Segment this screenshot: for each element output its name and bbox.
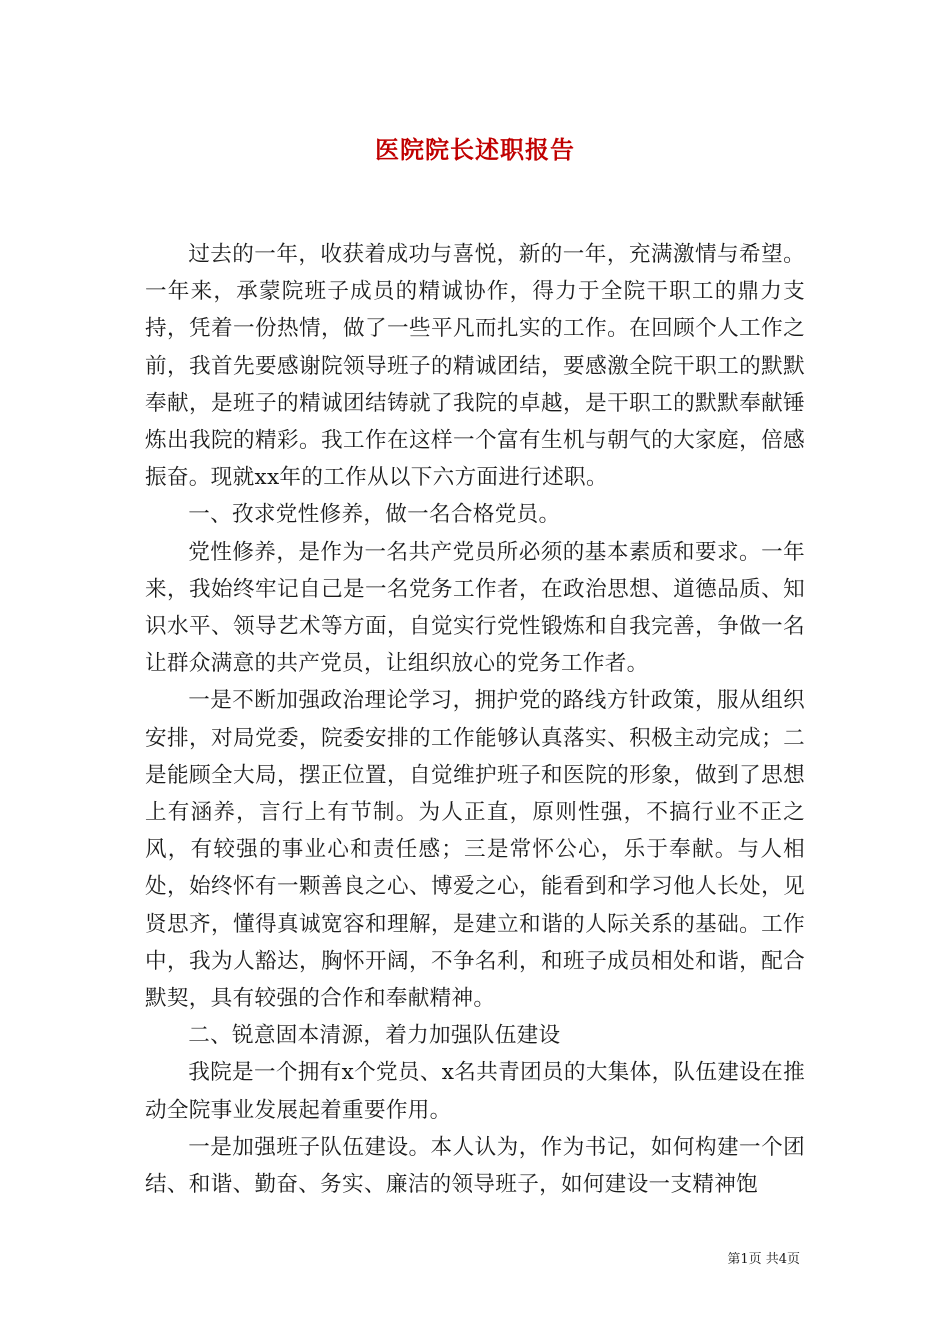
paragraph-intro: 过去的一年，收获着成功与喜悦，新的一年，充满激情与希望。一年来，承蒙院班子成员的精诚协作，得力于全院干职工的鼎力支持，凭着一份热情，做了一些平凡而扎实的工作。在回顾个人工作之前，我首先要感谢院领导班子的精诚团结，要感激全院干职工的默默奉献，是班子的精诚团结铸就了我院的卓越，是干职工的默默奉献锤炼出我院的精彩。我工作在这样一个富有生机与朝气的大家庭，倍感振奋。现就xx年的工作从以下六方面进行述职。 (145, 242, 805, 491)
paragraph-team-overview: 我院是一个拥有x个党员、x名共青团员的大集体，队伍建设在推动全院事业发展起着重要作用。 (145, 1060, 805, 1123)
document-body (145, 236, 805, 1203)
paragraph-party-cultivation: 党性修养，是作为一名共产党员所必须的基本素质和要求。一年来，我始终牢记自己是一名党务工作者，在政治思想、道德品质、知识水平、领导艺术等方面，自觉实行党性锻炼和自我完善，争做一名让群众满意的共产党员，让组织放心的党务工作者。 (145, 539, 805, 677)
section-heading-2: 二、锐意固本清源，着力加强队伍建设 (188, 1023, 561, 1049)
document-title: 医院院长述职报告 (375, 135, 575, 164)
section-heading-1: 一、孜求党性修养，做一名合格党员。 (188, 502, 561, 528)
page-number: 第1页 共4页 (727, 1252, 800, 1267)
paragraph-team-building: 一是加强班子队伍建设。本人认为，作为书记，如何构建一个团结、和谐、勤奋、务实、廉洁的领导班子，如何建设一支精神饱 (145, 1134, 805, 1198)
paragraph-political-study: 一是不断加强政治理论学习，拥护党的路线方针政策，服从组织安排，对局党委，院委安排的工作能够认真落实、积极主动完成；二是能顾全大局，摆正位置，自觉维护班子和医院的形象，做到了思想上有涵养，言行上有节制。为人正直，原则性强，不搞行业不正之风，有较强的事业心和责任感；三是常怀公心，乐于奉献。与人相处，始终怀有一颗善良之心、博爱之心，能看到和学习他人长处，见贤思齐，懂得真诚宽容和理解，是建立和谐的人际关系的基础。工作中，我为人豁达，胸怀开阔，不争名利，和班子成员相处和谐，配合默契，具有较强的合作和奉献精神。 (145, 688, 805, 1012)
